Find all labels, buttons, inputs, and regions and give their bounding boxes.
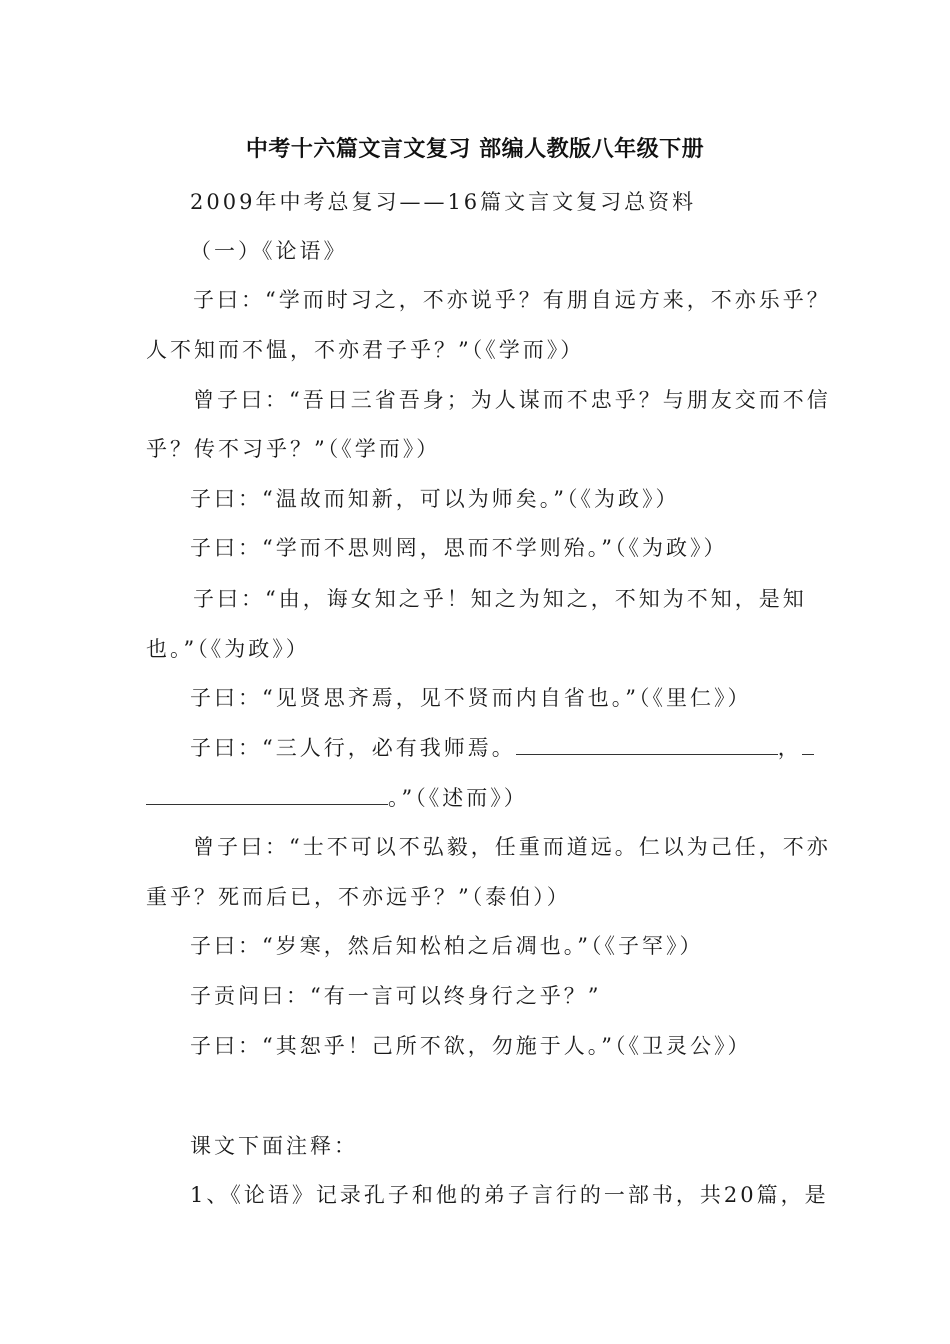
passage-line: 也。”（《为政》） [146, 637, 310, 661]
passage-line: 人不知而不愠，不亦君子乎？”（《学而》） [146, 338, 585, 362]
passage-line: 子曰：“其恕乎！己所不欲，勿施于人。”（《卫灵公》） [190, 1034, 752, 1058]
passage-line: 子曰：“见贤思齐焉，见不贤而内自省也。”（《里仁》） [190, 686, 752, 710]
passage-line: 子贡问曰：“有一言可以终身行之乎？” [190, 984, 602, 1008]
answer-blank-2-start[interactable] [802, 734, 814, 755]
passage-line: 重乎？死而后已，不亦远乎？”（泰伯）） [146, 885, 571, 909]
answer-blank-2[interactable] [146, 784, 388, 805]
fill-blank-middle: ， [777, 736, 802, 760]
subtitle: 2009年中考总复习——16篇文言文复习总资料 [190, 190, 697, 214]
fill-blank-prefix: 子曰：“三人行，必有我师焉。 [190, 736, 516, 760]
passage-line: 子曰：“学而时习之，不亦说乎？有朋自远方来，不亦乐乎？ [193, 288, 831, 312]
fill-blank-line-2 [146, 783, 528, 813]
passage-line: 子曰：“由，诲女知之乎！知之为知之，不知为不知，是知 [193, 587, 807, 611]
passage-line: 曾子曰：“吾日三省吾身；为人谋而不忠乎？与朋友交而不信 [193, 388, 831, 412]
passage-line: 子曰：“岁寒，然后知松柏之后凋也。”（《子罕》） [190, 934, 704, 958]
passage-line: 曾子曰：“士不可以不弘毅，任重而道远。仁以为己任，不亦 [193, 835, 831, 859]
passage-line: 子曰：“温故而知新，可以为师矣。”（《为政》） [190, 487, 680, 511]
fill-blank-suffix: 。”（《述而》） [388, 786, 528, 810]
passage-line: 乎？传不习乎？”（《学而》） [146, 437, 441, 461]
section-heading: （一）《论语》 [190, 239, 348, 263]
note-line: 1、《论语》记录孔子和他的弟子言行的一部书，共20篇，是 [190, 1183, 829, 1207]
passage-line: 子曰：“学而不思则罔，思而不学则殆。”（《为政》） [190, 536, 728, 560]
document-title: 中考十六篇文言文复习 部编人教版八年级下册 [245, 137, 705, 162]
fill-blank-line-1 [190, 733, 814, 763]
notes-heading: 课文下面注释： [190, 1134, 358, 1158]
answer-blank-1[interactable] [516, 734, 778, 755]
